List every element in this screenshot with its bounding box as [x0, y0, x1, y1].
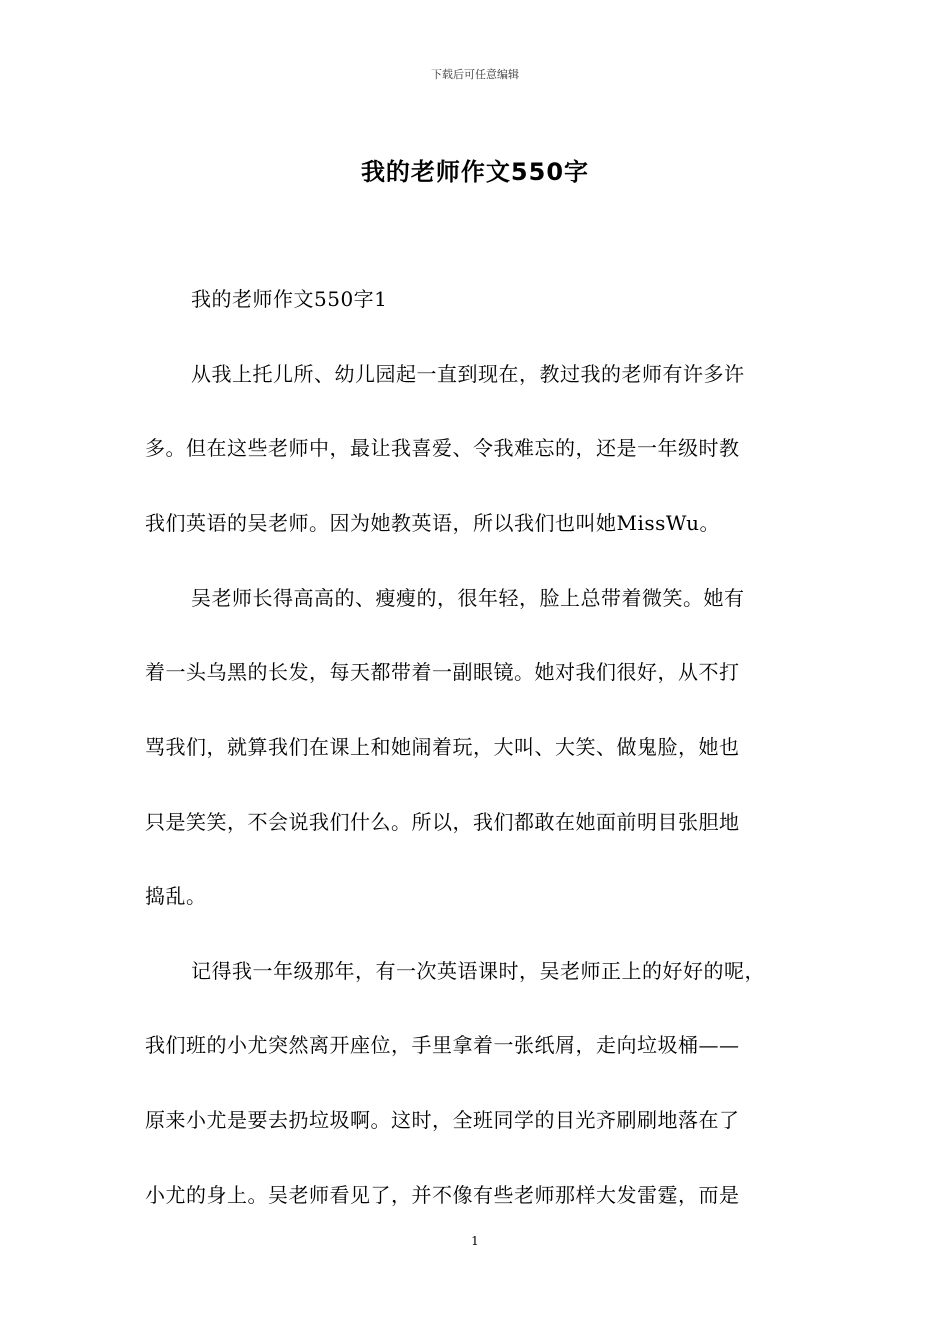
document-title: 我的老师作文550字 — [360, 158, 590, 186]
section-heading: 我的老师作文550字1 — [191, 287, 388, 311]
paragraph-line: 捣乱。 — [145, 884, 207, 908]
paragraph-line: 骂我们，就算我们在课上和她闹着玩，大叫、大笑、做鬼脸，她也 — [145, 735, 740, 759]
paragraph-line: 原来小尤是要去扔垃圾啊。这时，全班同学的目光齐刷刷地落在了 — [145, 1108, 740, 1132]
header-note: 下载后可任意编辑 — [431, 68, 519, 81]
paragraph-line: 我们英语的吴老师。因为她教英语，所以我们也叫她MissWu。 — [145, 511, 721, 535]
paragraph-line: 小尤的身上。吴老师看见了，并不像有些老师那样大发雷霆，而是 — [145, 1183, 740, 1207]
paragraph-line: 着一头乌黑的长发，每天都带着一副眼镜。她对我们很好，从不打 — [145, 660, 740, 684]
page-number: 1 — [471, 1234, 479, 1248]
paragraph-line: 多。但在这些老师中，最让我喜爱、令我难忘的，还是一年级时教 — [145, 436, 740, 460]
paragraph-line: 吴老师长得高高的、瘦瘦的，很年轻，脸上总带着微笑。她有 — [191, 586, 745, 610]
paragraph-line: 从我上托儿所、幼儿园起一直到现在，教过我的老师有许多许 — [191, 362, 745, 386]
paragraph-line: 只是笑笑，不会说我们什么。所以，我们都敢在她面前明目张胆地 — [145, 810, 740, 834]
paragraph-line: 我们班的小尤突然离开座位，手里拿着一张纸屑，走向垃圾桶—— — [145, 1033, 740, 1057]
paragraph-line: 记得我一年级那年，有一次英语课时，吴老师正上的好好的呢， — [191, 959, 765, 983]
